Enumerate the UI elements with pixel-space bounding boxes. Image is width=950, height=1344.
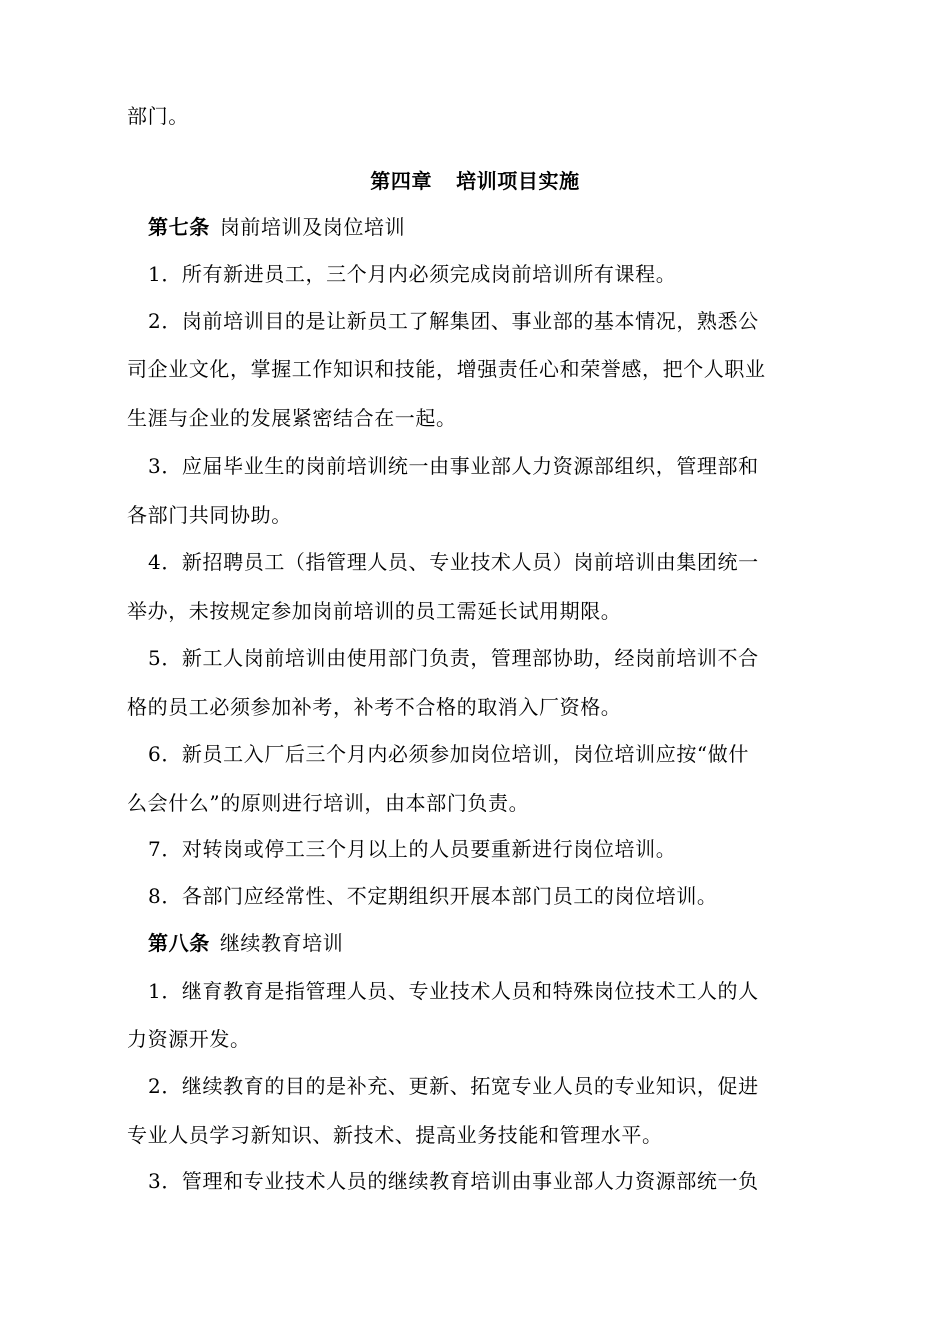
article-7-item-4-line-2: 举办，未按规定参加岗前培训的员工需延长试用期限。 xyxy=(127,599,622,623)
article-7-item-2-line-3: 生涯与企业的发展紧密结合在一起。 xyxy=(127,406,457,430)
article-8-heading xyxy=(148,931,848,955)
article-8-label: 第八条 xyxy=(148,931,210,955)
article-8-item-1-line-1: 1．继育教育是指管理人员、专业技术人员和特殊岗位技术工人的人 xyxy=(148,979,759,1003)
article-7-item-8-line-1: 8．各部门应经常性、不定期组织开展本部门员工的岗位培训。 xyxy=(148,884,718,908)
chapter-number: 第四章 xyxy=(370,169,433,193)
article-8-item-3-line-1: 3．管理和专业技术人员的继续教育培训由事业部人力资源部统一负 xyxy=(148,1169,759,1193)
chapter-heading xyxy=(0,169,950,193)
article-7-item-2-line-1: 2．岗前培训目的是让新员工了解集团、事业部的基本情况，熟悉公 xyxy=(148,309,759,333)
chapter-title: 培训项目实施 xyxy=(456,169,580,193)
article-7-label: 第七条 xyxy=(148,215,210,239)
article-7-heading xyxy=(148,215,848,239)
article-7-item-1-line-1: 1．所有新进员工，三个月内必须完成岗前培训所有课程。 xyxy=(148,262,677,286)
article-7-title: 岗前培训及岗位培训 xyxy=(219,215,406,239)
article-7-item-2-line-2: 司企业文化，掌握工作知识和技能，增强责任心和荣誉感，把个人职业 xyxy=(127,357,766,381)
article-8-item-2-line-2: 专业人员学习新知识、新技术、提高业务技能和管理水平。 xyxy=(127,1123,663,1147)
article-7-item-6-line-1: 6．新员工入厂后三个月内必须参加岗位培训，岗位培训应按“做什 xyxy=(148,742,749,766)
article-7-item-7-line-1: 7．对转岗或停工三个月以上的人员要重新进行岗位培训。 xyxy=(148,837,677,861)
article-8-item-1-line-2: 力资源开发。 xyxy=(127,1027,251,1051)
article-7-item-5-line-1: 5．新工人岗前培训由使用部门负责，管理部协助，经岗前培训不合 xyxy=(148,646,759,670)
article-7-item-5-line-2: 格的员工必须参加补考，补考不合格的取消入厂资格。 xyxy=(127,695,622,719)
article-7-item-3-line-1: 3．应届毕业生的岗前培训统一由事业部人力资源部组织，管理部和 xyxy=(148,454,759,478)
article-7-item-3-line-2: 各部门共同协助。 xyxy=(127,503,292,527)
article-7-item-4-line-1: 4．新招聘员工（指管理人员、专业技术人员）岗前培训由集团统一 xyxy=(148,550,759,574)
continuation-text: 部门。 xyxy=(127,104,189,128)
article-8-item-2-line-1: 2．继续教育的目的是补充、更新、拓宽专业人员的专业知识，促进 xyxy=(148,1074,759,1098)
article-7-item-6-line-2: 么会什么”的原则进行培训，由本部门负责。 xyxy=(127,791,530,815)
article-8-title: 继续教育培训 xyxy=(219,931,344,955)
